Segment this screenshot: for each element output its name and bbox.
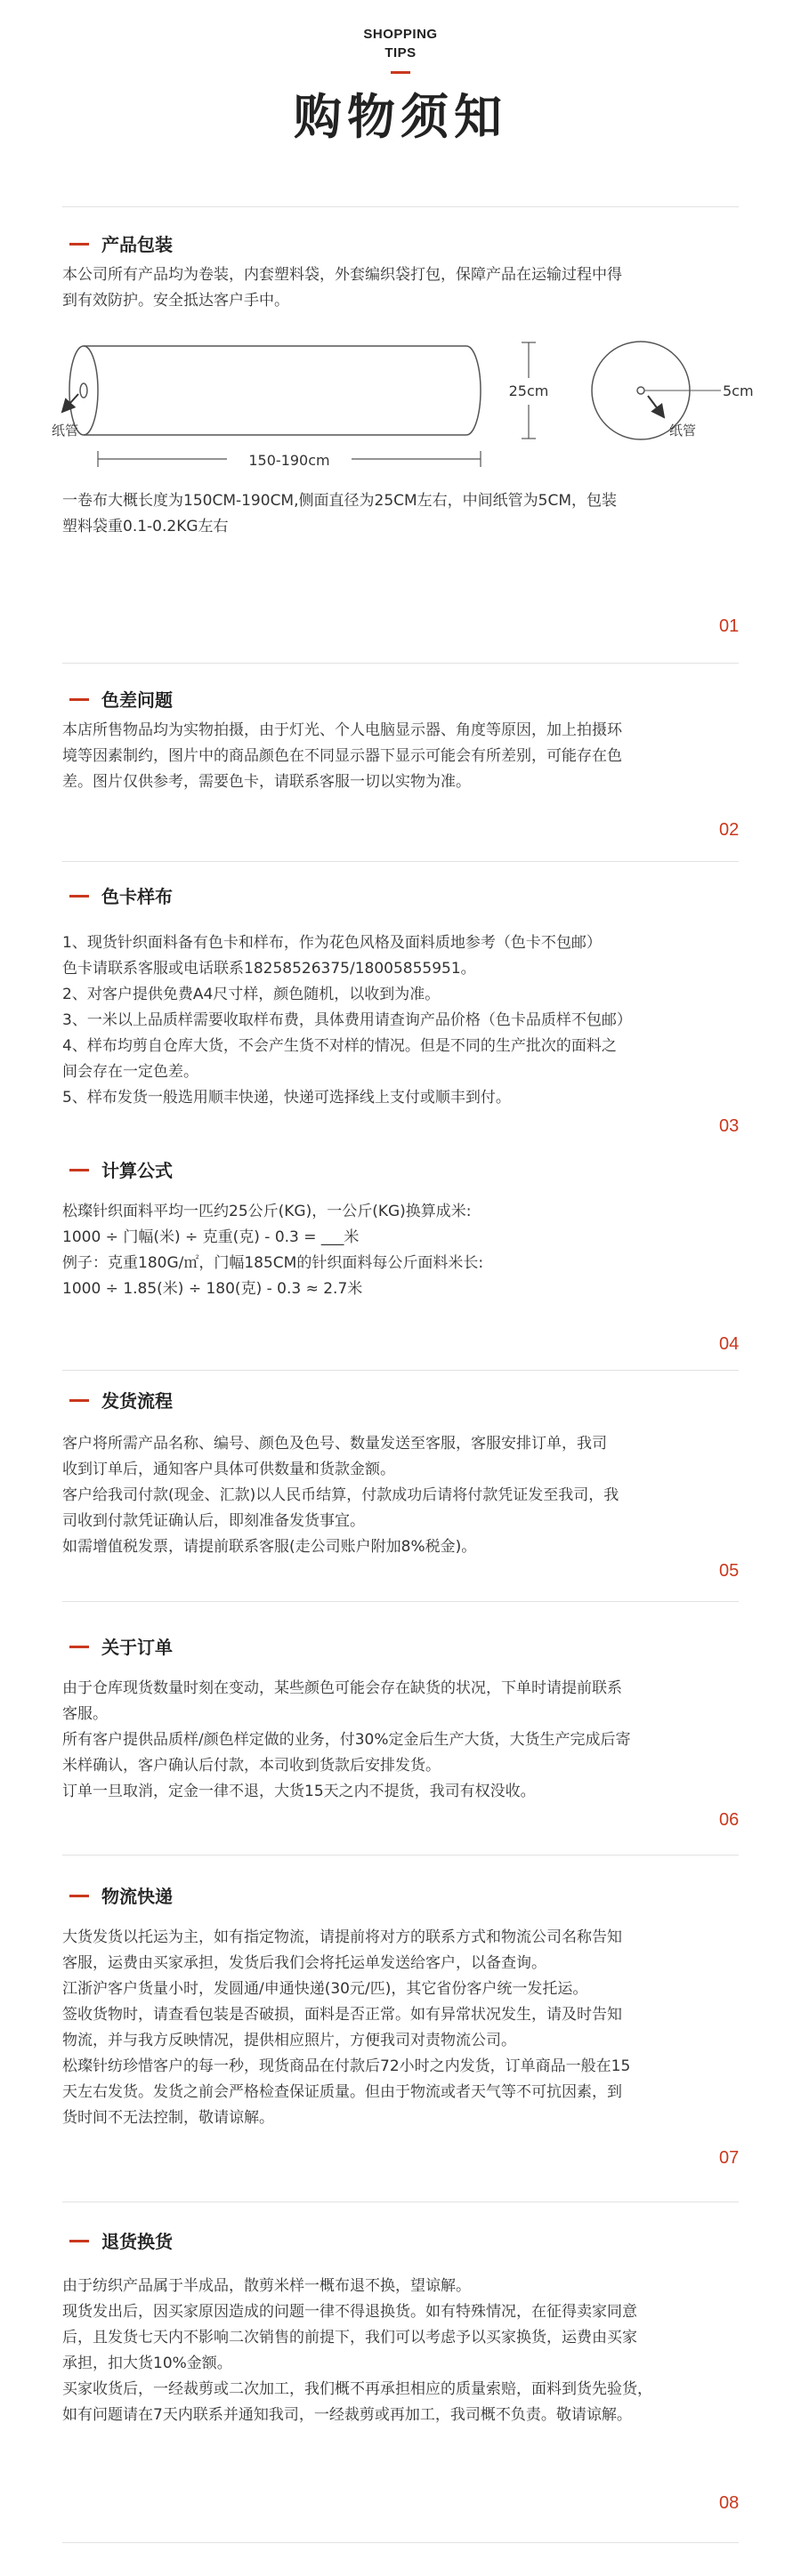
section-title-text: 色卡样布: [101, 886, 173, 907]
body-line: 买家收货后，一经裁剪或二次加工，我们概不再承担相应的质量索赔，面料到货先验货，: [62, 2380, 652, 2398]
section-number: 03: [719, 1116, 740, 1136]
section-body: [62, 930, 739, 1111]
tube-arrow-right: [648, 396, 664, 417]
header-eyebrow-line2: TIPS: [384, 45, 417, 60]
section-title-text: 色差问题: [101, 689, 173, 711]
title-dash: [69, 1399, 89, 1402]
tube-label-left: 纸管: [52, 423, 79, 439]
section-title: [62, 1153, 739, 1188]
title-dash: [69, 2240, 89, 2242]
body-line: 客服。: [62, 1705, 108, 1723]
section-body: [62, 718, 739, 795]
body-line: 天左右发货。发货之前会严格检查保证质量。但由于物流或者天气等不可抗因素，到: [62, 2083, 622, 2101]
body-line: 境等因素制约，图片中的商品颜色在不同显示器下显示可能会有所差别，可能存在色: [62, 747, 622, 765]
body-line: 1、现货针织面料备有色卡和样布，作为花色风格及面料质地参考（色卡不包邮）: [62, 934, 602, 952]
divider: [62, 861, 739, 862]
section-orders: [62, 1630, 739, 1805]
section-title: [62, 227, 739, 262]
body-line: 松璨针织面料平均一匹约25公斤(KG)，一公斤(KG)换算成米:: [62, 1203, 472, 1220]
section-title-text: 产品包装: [101, 234, 173, 255]
section-title-text: 关于订单: [101, 1637, 173, 1658]
section-logistics: [62, 1879, 739, 2131]
body-line: 客服，运费由买家承担，发货后我们会将托运单发送给客户，以备查询。: [62, 1954, 546, 1972]
title-dash: [69, 895, 89, 898]
body-line: 客户给我司付款(现金、汇款)以人民币结算，付款成功后请将付款凭证发至我司，我: [62, 1486, 619, 1504]
section-color-difference: [62, 682, 739, 795]
section-title-text: 计算公式: [101, 1160, 173, 1181]
section-body: [62, 1199, 739, 1302]
body-line: 客户将所需产品名称、编号、颜色及色号、数量发送至客服，客服安排订单，我司: [62, 1435, 607, 1453]
section-number: 05: [719, 1561, 740, 1581]
body-line: 1000 ÷ 门幅(米) ÷ 克重(克) - 0.3 = ___米: [62, 1228, 360, 1246]
section-title-text: 退货换货: [101, 2231, 173, 2252]
divider: [62, 206, 739, 207]
section-title: [62, 1383, 739, 1419]
roll-dimension-diagram: [52, 337, 754, 479]
body-line: 所有客户提供品质样/颜色样定做的业务，付30%定金后生产大货，大货生产完成后寄: [62, 1731, 631, 1749]
body-line: 本公司所有产品均为卷装，内套塑料袋，外套编织袋打包，保障产品在运输过程中得: [62, 266, 622, 284]
section-title: [62, 682, 739, 718]
section-title-text: 物流快递: [101, 1886, 173, 1907]
section-body: [62, 488, 739, 540]
body-line: 松璨针纺珍惜客户的每一秒，现货商品在付款后72小时之内发货，订单商品一般在15: [62, 2057, 631, 2075]
body-line: 如有问题请在7天内联系并通知我司，一经裁剪或再加工，我司概不负责。敬请谅解。: [62, 2406, 632, 2424]
section-number: 01: [719, 616, 740, 636]
core-label: 5cm: [723, 382, 754, 399]
divider: [62, 1370, 739, 1371]
section-title: [62, 879, 739, 914]
body-line: 本店所售物品均为实物拍摄，由于灯光、个人电脑显示器、角度等原因，加上拍摄环: [62, 721, 622, 739]
body-line: 到有效防护。安全抵达客户手中。: [62, 292, 289, 310]
section-body: [62, 262, 739, 314]
body-line: 1000 ÷ 1.85(米) ÷ 180(克) - 0.3 ≈ 2.7米: [62, 1280, 363, 1298]
tube-label-right: 纸管: [669, 423, 697, 439]
title-dash: [69, 1169, 89, 1171]
header-accent-bar: [391, 71, 410, 74]
roll-diagram-svg: [52, 337, 754, 479]
section-formula: [62, 1153, 739, 1302]
section-title-text: 发货流程: [101, 1390, 173, 1412]
body-line: 承担，扣大货10%金额。: [62, 2355, 232, 2372]
divider: [62, 663, 739, 664]
title-dash: [69, 243, 89, 246]
height-label: 25cm: [508, 382, 549, 399]
section-shipping-process: [62, 1383, 739, 1560]
body-line: 后，且发货七天内不影响二次销售的前提下，我们可以考虑予以买家换货，运费由买家: [62, 2329, 637, 2347]
body-line: 米样确认，客户确认后付款，本司收到货款后安排发货。: [62, 1757, 441, 1775]
body-line: 4、样布均剪自仓库大货，不会产生货不对样的情况。但是不同的生产批次的面料之: [62, 1037, 617, 1055]
length-label: 150-190cm: [248, 452, 330, 469]
body-line: 江浙沪客户货量小时，发圆通/申通快递(30元/匹)，其它省份客户统一发托运。: [62, 1980, 588, 1998]
body-line: 5、样布发货一般选用顺丰快递，快递可选择线上支付或顺丰到付。: [62, 1089, 511, 1107]
section-number: 08: [719, 2493, 740, 2513]
body-line: 一卷布大概长度为150CM-190CM,侧面直径为25CM左右，中间纸管为5CM，包装: [62, 492, 618, 510]
section-returns: [62, 2224, 739, 2428]
section-number: 02: [719, 820, 740, 840]
section-title: [62, 1630, 739, 1665]
body-line: 物流，并与我方反映情况，提供相应照片，方便我司对责物流公司。: [62, 2032, 516, 2049]
section-number: 07: [719, 2148, 740, 2168]
section-color-card: [62, 879, 739, 1111]
roll-side-view: [69, 346, 481, 435]
section-number: 04: [719, 1334, 740, 1354]
section-title: [62, 2224, 739, 2259]
body-line: 由于纺织产品属于半成品，散剪米样一概布退不换，望谅解。: [62, 2277, 471, 2295]
section-title: [62, 1879, 739, 1914]
title-dash: [69, 698, 89, 701]
body-line: 塑料袋重0.1-0.2KG左右: [62, 518, 229, 535]
body-line: 签收货物时，请查看包装是否破损，面料是否正常。如有异常状况发生，请及时告知: [62, 2006, 622, 2024]
core-circle: [637, 387, 644, 394]
section-body: [62, 1431, 739, 1560]
section-packaging: [52, 227, 754, 540]
body-line: 收到订单后，通知客户具体可供数量和货款金额。: [62, 1461, 395, 1478]
title-dash: [69, 1646, 89, 1648]
divider: [62, 1601, 739, 1602]
page-title: 购物须知: [294, 89, 507, 145]
body-line: 大货发货以托运为主，如有指定物流，请提前将对方的联系方式和物流公司名称告知: [62, 1928, 622, 1946]
body-line: 间会存在一定色差。: [62, 1063, 198, 1081]
body-line: 司收到付款凭证确认后，即刻准备发货事宜。: [62, 1512, 365, 1530]
page-header: [0, 0, 801, 149]
body-line: 2、对客户提供免费A4尺寸样，颜色随机，以收到为准。: [62, 986, 441, 1003]
body-line: 差。图片仅供参考，需要色卡，请联系客服一切以实物为准。: [62, 773, 471, 791]
section-body: [62, 1676, 739, 1805]
title-dash: [69, 1895, 89, 1897]
header-eyebrow-line1: SHOPPING: [363, 27, 438, 42]
body-line: 例子：克重180G/㎡，门幅185CM的针织面料每公斤面料米长:: [62, 1254, 484, 1272]
body-line: 3、一米以上品质样需要收取样布费，具体费用请查询产品价格（色卡品质样不包邮）: [62, 1011, 632, 1029]
body-line: 订单一旦取消，定金一律不退，大货15天之内不提货，我司有权没收。: [62, 1783, 536, 1800]
body-line: 货时间不无法控制，敬请谅解。: [62, 2109, 274, 2127]
divider: [62, 1855, 739, 1856]
section-body: [62, 2274, 739, 2428]
body-line: 如需增值税发票，请提前联系客服(走公司账户附加8%税金)。: [62, 1538, 477, 1556]
section-body: [62, 1925, 739, 2131]
divider: [62, 2542, 739, 2543]
section-number: 06: [719, 1810, 740, 1830]
body-line: 现货发出后，因买家原因造成的问题一律不得退换货。如有特殊情况，在征得卖家同意: [62, 2303, 637, 2321]
body-line: 色卡请联系客服或电话联系18258526375/18005855951。: [62, 960, 476, 978]
body-line: 由于仓库现货数量时刻在变动，某些颜色可能会存在缺货的状况，下单时请提前联系: [62, 1679, 622, 1697]
